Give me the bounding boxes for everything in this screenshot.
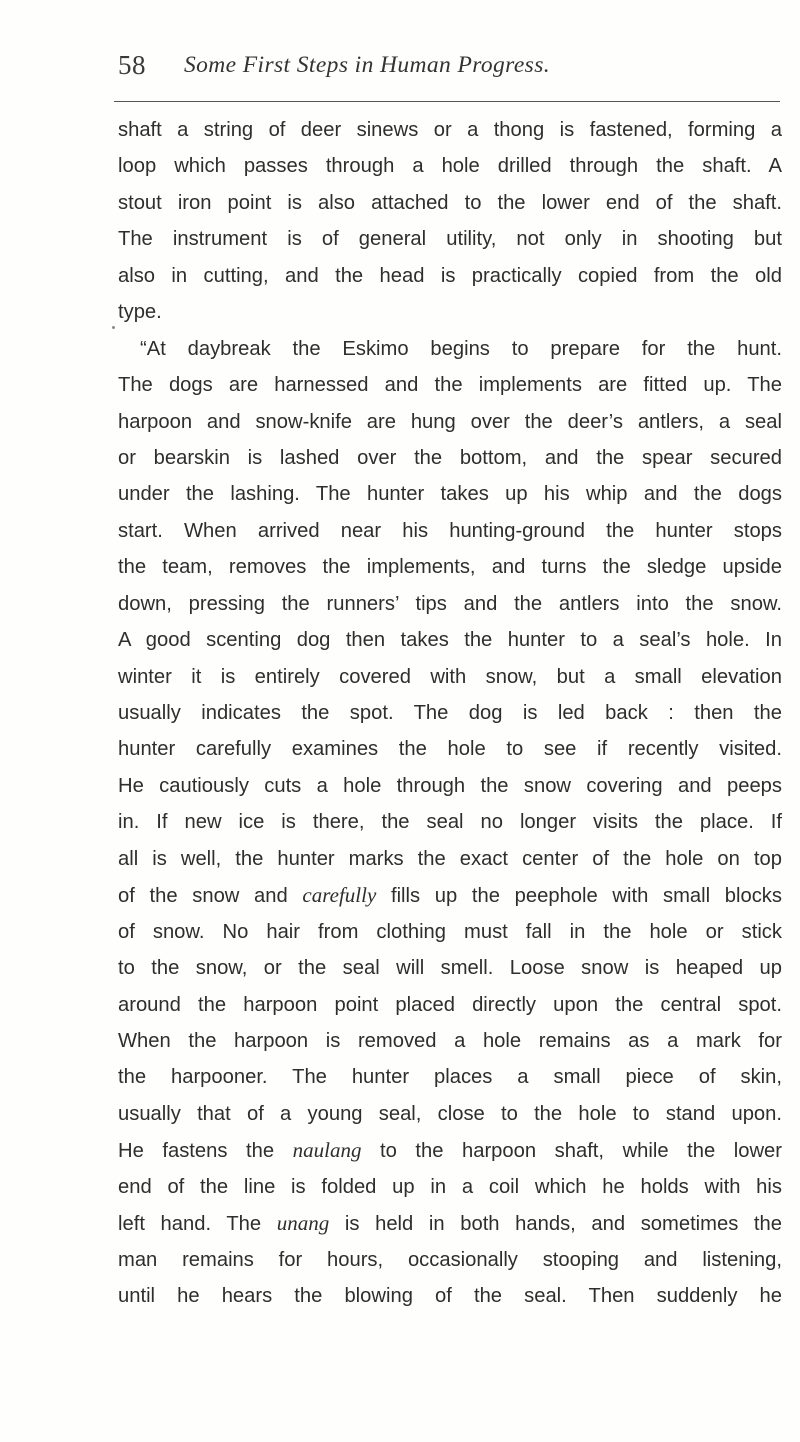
text-segment: down, pressing the runners’ tips and the antlers into the snow. — [118, 592, 782, 615]
text-segment: He cautiously cuts a hole through the snow covering and peeps — [118, 774, 782, 797]
text-segment: the harpooner. The hunter places a small piece of skin, — [118, 1066, 782, 1089]
text-line — [118, 731, 782, 767]
running-title: Some First Steps in Human Progress. — [184, 52, 551, 78]
text-segment: loop which passes through a hole drilled through the shaft. A — [118, 155, 782, 178]
text-line — [118, 148, 782, 184]
text-segment: man remains for hours, occasionally stooping and listening, — [118, 1248, 782, 1271]
text-line — [118, 1096, 782, 1132]
italic-term: naulang — [292, 1138, 362, 1163]
text-line — [118, 258, 782, 294]
text-line — [118, 695, 782, 731]
text-line — [118, 549, 782, 585]
text-line — [118, 1242, 782, 1278]
text-segment: until he hears the blowing of the seal. Then suddenly he — [118, 1285, 782, 1307]
text-line — [118, 622, 782, 658]
text-segment: is held in both hands, and sometimes the — [329, 1213, 782, 1236]
text-line — [118, 476, 782, 512]
text-line — [118, 804, 782, 840]
text-segment: or bearskin is lashed over the bottom, and the spear secured — [118, 446, 782, 469]
text-segment: When the harpoon is removed a hole remains as a mark for — [118, 1029, 782, 1052]
text-line — [118, 221, 782, 257]
text-line — [118, 987, 782, 1023]
text-segment: to the snow, or the seal will smell. Loose snow is heaped up — [118, 957, 782, 980]
margin-mark — [112, 326, 115, 329]
text-line — [118, 841, 782, 877]
text-segment: usually indicates the spot. The dog is led back : then the — [118, 702, 782, 724]
text-segment: under the lashing. The hunter takes up his whip and the dogs — [118, 483, 782, 506]
text-segment: usually that of a young seal, close to the hole to stand upon. — [118, 1102, 782, 1125]
text-line — [118, 768, 782, 804]
text-line — [118, 112, 782, 148]
text-segment: the team, removes the implements, and turns the sledge upside — [118, 556, 782, 579]
italic-term: unang — [276, 1211, 330, 1236]
text-segment: shaft a string of deer sinews or a thong is fastened, forming a — [118, 119, 782, 141]
italic-term: carefully — [302, 883, 377, 908]
text-segment: The instrument is of general utility, not only in shooting but — [118, 228, 782, 251]
text-segment: in. If new ice is there, the seal no longer visits the place. If — [118, 811, 782, 834]
text-line — [118, 1059, 782, 1095]
text-line — [118, 1132, 782, 1168]
text-segment: hunter carefully examines the hole to see if recently visited. — [118, 738, 782, 761]
text-line — [118, 1023, 782, 1059]
text-segment: around the harpoon point placed directly upon the central spot. — [118, 993, 782, 1016]
text-segment: fills up the peephole with small blocks — [376, 885, 782, 908]
text-segment: A good scenting dog then takes the hunter to a seal’s hole. In — [118, 629, 782, 652]
text-line — [118, 1205, 782, 1241]
text-segment: end of the line is folded up in a coil which he holds with his — [118, 1175, 782, 1198]
text-line — [118, 1278, 782, 1314]
text-line — [118, 331, 782, 367]
text-segment: all is well, the hunter marks the exact center of the hole on top — [118, 847, 782, 870]
text-line — [118, 586, 782, 622]
header-rule — [114, 101, 780, 102]
page-number: 58 — [118, 50, 146, 80]
text-segment: left hand. The — [118, 1213, 277, 1236]
text-line — [118, 440, 782, 476]
text-line — [118, 914, 782, 950]
text-line — [118, 185, 782, 221]
text-line — [118, 513, 782, 549]
text-line — [118, 404, 782, 440]
text-segment: The dogs are harnessed and the implements are fitted up. The — [118, 374, 782, 397]
text-segment: “At daybreak the Eskimo begins to prepare for the hunt. — [140, 337, 782, 360]
text-segment: to the harpoon shaft, while the lower — [361, 1140, 782, 1163]
body-text — [118, 112, 782, 1314]
text-segment: harpoon and snow-knife are hung over the deer’s antlers, a seal — [118, 410, 782, 433]
text-line — [118, 659, 782, 695]
running-head — [118, 48, 778, 92]
text-segment: stout iron point is also attached to the lower end of the shaft. — [118, 191, 782, 214]
text-segment: of the snow and — [118, 885, 303, 908]
text-line — [118, 1169, 782, 1205]
text-line — [118, 950, 782, 986]
text-segment: of snow. No hair from clothing must fall in the hole or stick — [118, 920, 782, 943]
text-segment: type. — [118, 301, 162, 324]
text-line — [118, 367, 782, 403]
text-segment: start. When arrived near his hunting-ground the hunter stops — [118, 519, 782, 542]
text-segment: also in cutting, and the head is practically copied from the old — [118, 264, 782, 287]
text-line — [118, 877, 782, 913]
text-line — [118, 294, 782, 330]
text-segment: winter it is entirely covered with snow, but a small elevation — [118, 665, 782, 688]
text-segment: He fastens the — [118, 1140, 293, 1163]
